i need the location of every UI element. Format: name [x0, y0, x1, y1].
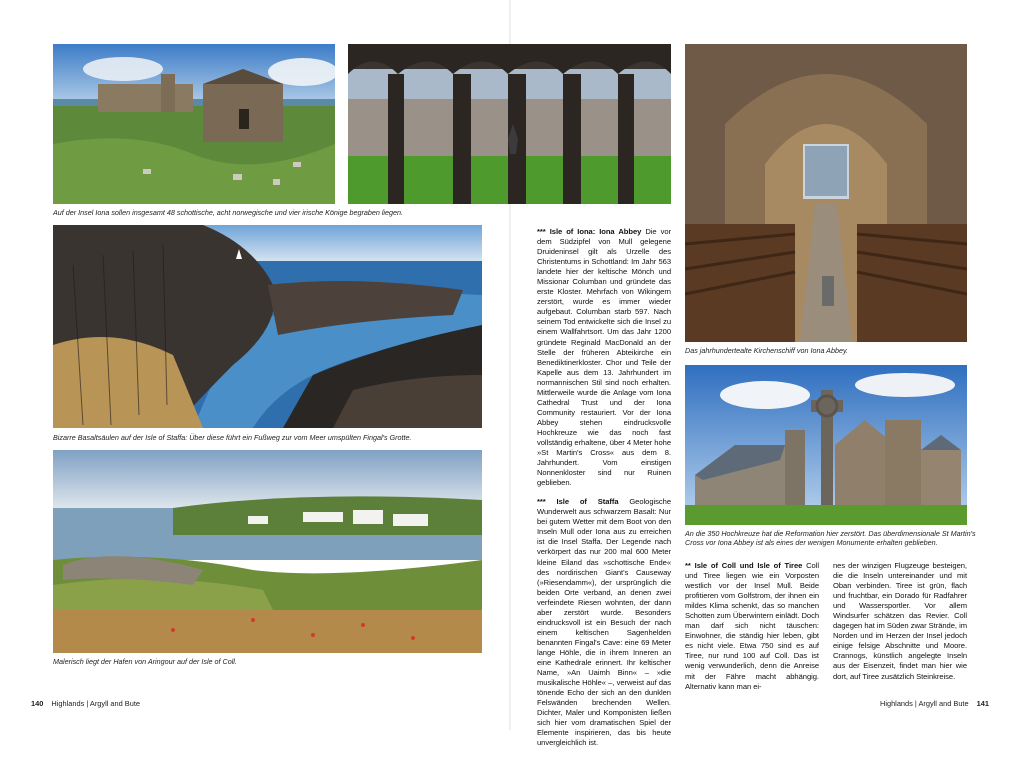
- caption-cross-line-1: An die 350 Hochkreuze hat die Reformation hier zerstört. Das überdimensionale St Martin's: [685, 529, 976, 538]
- st-martins-cross-photo: [685, 365, 967, 525]
- article-column-3: [833, 561, 967, 691]
- page-number-right: 141: [976, 699, 989, 708]
- caption-cross: [685, 529, 985, 547]
- section-coll-continued: [833, 561, 967, 682]
- cloister-arches-photo: [348, 44, 671, 204]
- caption-coll: Malerisch liegt der Hafen von Aringour auf der Isle of Coll.: [53, 657, 237, 666]
- staffa-basalt-columns-photo: [53, 225, 482, 428]
- text-iona: Die vor dem Südzipfel von Mull gelegene Druideninsel gilt als Urzelle des Christentums in Schottland: Im Jahr 563 landete hier der keltische Mönch und Missionar Columban und gründete das erste Kloster. Mehrfach von Wikingern zerstört, wurde es immer wieder aufgebaut. Columban starb 597. Nach seinem Tod entwickelte sich die Insel zu einem Wallfahrtsort. Um das Jahr 1200 gründete Reginald MacDonald an der Stelle der früheren Abteikirche ein Benediktinerkloster. Chor und Teile der Kapelle aus dem 13. Jahrhundert im normannischen Stil sind noch erhalten. Mittlerweile wurde die Anlage vom Iona Cathedral Trust und der Iona Community restauriert. Vor der Iona Abbey stehen eindrucksvolle Hochkreuze wie das noch fast vollständig erhaltene, über 4 Meter hohe »St Martin's Cross« aus dem 8. Jahrhundert. Vom einstigen Nonnenkloster sind nur Ruinen geblieben.: [537, 227, 671, 488]
- text-staffa: Geologische Wunderwelt aus schwarzem Basalt: Nur bei gutem Wetter mit dem Boot von den Inseln Mull oder Iona aus zu erreichen ist die Insel Staffa. Der Legende nach verkörpert das nur 200 mal 600 Meter kleine Eiland das »schottische Ende« des nordirischen Giant's Causeway (»Riesendamm«), der ursprünglich die beiden Orte verband, an denen zwei verfeindete Riesen wohnten, der dann aber zerstört wurde. Besonders eindrucksvoll ist ein Besuch der nach einem keltischen Sagenhelden benannten Fingal's Cave: eine 69 Meter lange Höhle, die in ihrem Inneren an eine Kathedrale erinnert. Ihr keltischer Name, »An Uaimh Binn« – »die musikalische Höhle« –, verweist auf das tönende Echo der sich an den dunklen Felswänden brechenden Wellen. Dichter, Maler und Komponisten ließen sich hier vom dramatischen Spiel der Elemente inspirieren, das bis heute unvergleichlich ist.: [537, 497, 671, 748]
- section-iona: [537, 227, 671, 488]
- heading-coll: ** Isle of Coll und Isle of Tiree: [685, 561, 803, 570]
- text-coll-a: Coll und Tiree liegen wie ein Vorposten westlich vor der Insel Mull. Beide profitieren vom Golfstrom, der ihnen ein mildes Klima schenkt, das so manchen Schotten zum Überwintern einlädt. Doch man darf sich nicht täuschen: Einwohner, die ständig hier leben, gibt es nicht viele. Etwa 750 sind es auf Tiree, nur rund 100 auf Coll. Das ist wenig verwunderlich, denn die Anreise mit der Fähre macht abhängig. Alternativ kann man ei-: [685, 561, 820, 691]
- running-head-left: Highlands | Argyll and Bute: [51, 699, 141, 708]
- article-column-1: [537, 227, 671, 757]
- caption-nave: Das jahrhundertealte Kirchenschiff von Iona Abbey.: [685, 346, 849, 355]
- section-staffa: [537, 497, 671, 748]
- iona-ruins-photo: [53, 44, 335, 204]
- heading-iona: *** Isle of Iona: Iona Abbey: [537, 227, 642, 236]
- arinagour-harbour-photo: [53, 450, 482, 653]
- footer-left: [31, 699, 140, 708]
- section-coll: [685, 561, 819, 692]
- page-number-left: 140: [31, 699, 44, 708]
- heading-staffa: *** Isle of Staffa: [537, 497, 619, 507]
- caption-cross-line-2: Cross vor Iona Abbey ist als eines der wenigen Monumente erhalten geblieben.: [685, 538, 938, 547]
- article-column-2: [685, 561, 819, 701]
- caption-staffa: Bizarre Basaltsäulen auf der Isle of Staffa: Über diese führt ein Fußweg zur vom Meer umspülten Fingal's Grotte.: [53, 433, 412, 442]
- abbey-nave-photo: [685, 44, 967, 342]
- running-head-right: Highlands | Argyll and Bute: [879, 699, 969, 708]
- text-coll-b: nes der winzigen Flugzeuge besteigen, die die Inseln untereinander und mit Oban verbinden. Tiree ist grün, flach und fruchtbar, ein Dorado für Radfahrer und Wassersportler. Vor allem Windsurfer schätzen das Revier. Coll dagegen hat im Süden zwar Strände, im Norden und im Herzen der Insel jedoch einige felsige Abschnitte und Moore. Crannogs, künstlich angelegte Inseln aus der Eisenzeit, findet man hier wie dort, auf Tiree zusätzlich Steinkreise.: [833, 561, 967, 681]
- caption-iona-kings: Auf der Insel Iona sollen insgesamt 48 schottische, acht norwegische und vier irische Könige begraben liegen.: [53, 208, 404, 217]
- footer-right: [880, 699, 989, 708]
